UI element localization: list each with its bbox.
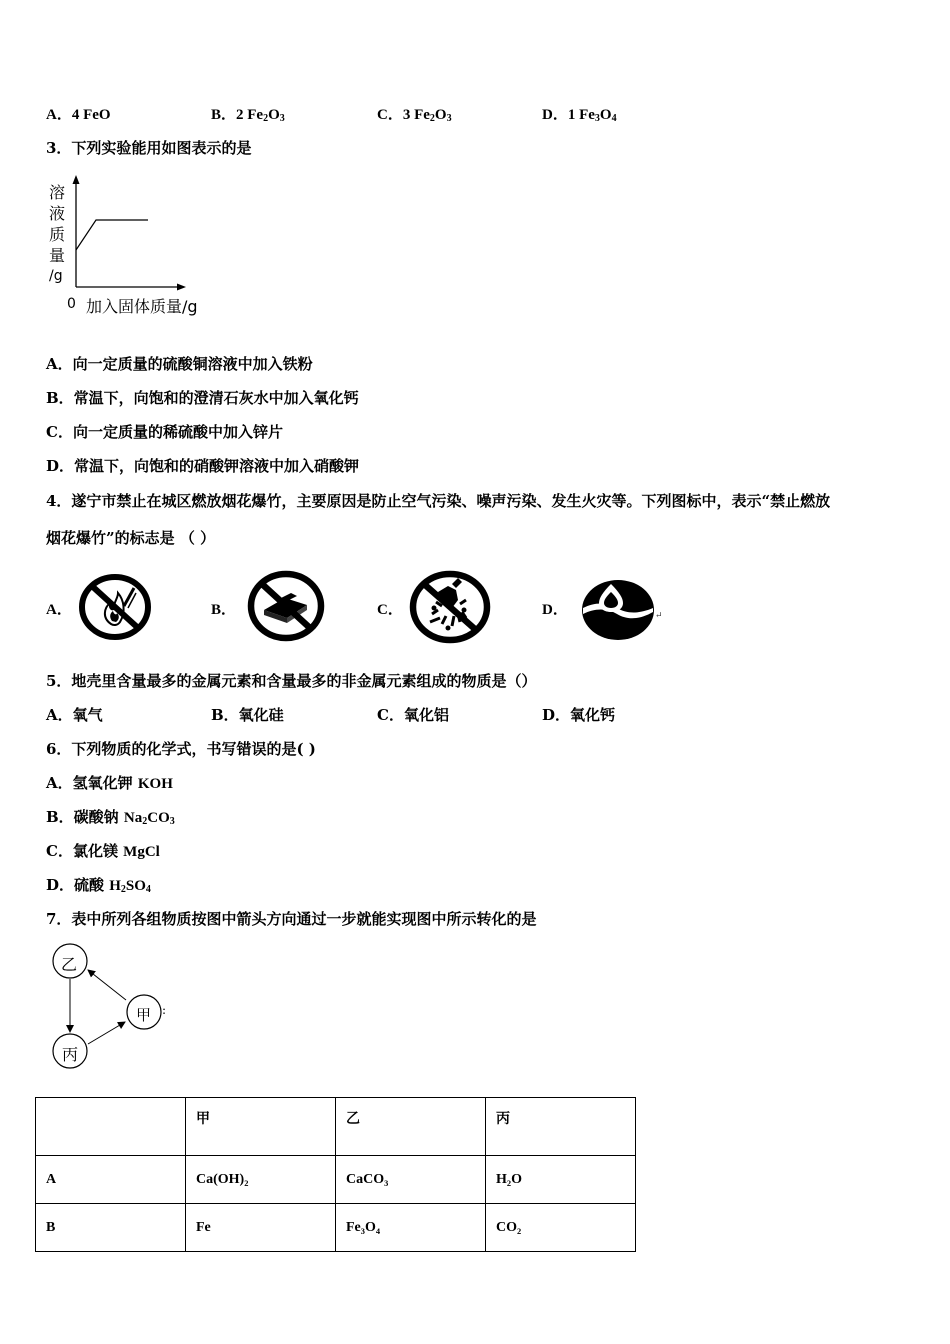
y-axis-label <box>49 182 65 287</box>
table-cell: Fe₃O₄ <box>336 1204 486 1252</box>
q5-option-c[interactable]: C．氧化铝 <box>377 706 449 724</box>
q7-table <box>35 1097 636 1252</box>
q2-option-b[interactable]: B．2 $Fe_2O_3$ <box>211 107 285 124</box>
table-cell: Fe <box>186 1204 336 1252</box>
q5-option-a[interactable]: A．氧气 <box>46 706 103 724</box>
q4-option-b-label[interactable]: B． <box>211 602 237 618</box>
y-label-char: 液 <box>49 204 66 223</box>
q3-graph <box>44 172 214 322</box>
q5-option-d[interactable]: D．氧化钙 <box>542 706 616 724</box>
no-fire-match-icon[interactable] <box>78 574 152 644</box>
table-header-cell: 丙 <box>486 1098 636 1156</box>
q2-option-a[interactable]: A．4 FeO <box>46 107 111 123</box>
q7-diagram <box>46 940 176 1075</box>
q4-option-a-label[interactable]: A． <box>46 602 72 618</box>
y-label-char: 溶 <box>49 183 66 202</box>
q3-option-d[interactable]: D．常温下，向饱和的硝酸钾溶液中加入硝酸钾 <box>46 457 360 475</box>
table-row[interactable] <box>36 1204 636 1252</box>
arrow-jia-to-yi <box>88 970 126 1000</box>
q6-stem: 6．下列物质的化学式，书写错误的是( ) <box>46 740 316 758</box>
table-header-cell: 甲 <box>186 1098 336 1156</box>
table-cell: CaCO₃ <box>336 1156 486 1204</box>
table-header-row <box>36 1098 636 1156</box>
q6-option-a[interactable]: A．氢氧化钾 KOH <box>46 774 173 792</box>
graph-origin: 0 <box>67 296 76 312</box>
x-axis-arrow-icon <box>177 284 186 291</box>
q4-stem-line1: 4．遂宁市禁止在城区燃放烟花爆竹，主要原因是防止空气污染、噪声污染、发生火灾等。下列图标中，表示“禁止燃放 <box>46 492 831 510</box>
arrow-bing-to-jia <box>88 1022 125 1044</box>
q6-option-b[interactable]: B．碳酸钠 $Na_2CO_3$ <box>46 808 175 827</box>
colon-mark: : <box>162 1003 167 1017</box>
q3-option-b[interactable]: B．常温下，向饱和的澄清石灰水中加入氧化钙 <box>46 389 359 407</box>
q2-option-c[interactable]: C．3 $Fe_2O_3$ <box>377 107 452 124</box>
y-label-char: 质 <box>49 225 66 244</box>
node-bing-label: 丙 <box>62 1045 79 1064</box>
x-axis-label: 加入固体质量/g <box>86 297 198 316</box>
y-label-char: 量 <box>49 246 66 265</box>
table-cell: H₂O <box>486 1156 636 1204</box>
table-header-cell <box>36 1098 186 1156</box>
table-header-cell: 乙 <box>336 1098 486 1156</box>
q5-option-b[interactable]: B．氧化硅 <box>211 706 284 724</box>
q6-option-c[interactable]: C．氯化镁 MgCl <box>46 842 160 860</box>
q5-stem: 5．地壳里含量最多的金属元素和含量最多的非金属元素组成的物质是（） <box>46 672 537 690</box>
water-drop-icon[interactable] <box>581 578 657 646</box>
table-row[interactable] <box>36 1156 636 1204</box>
node-yi-label: 乙 <box>61 955 78 974</box>
table-cell: A <box>36 1156 186 1204</box>
no-smoking-icon[interactable] <box>247 570 325 646</box>
q3-option-a[interactable]: A．向一定质量的硫酸铜溶液中加入铁粉 <box>46 355 313 373</box>
y-axis-arrow-icon <box>73 175 80 184</box>
q4-option-d-label[interactable]: D． <box>542 602 568 618</box>
node-jia-label: 甲 <box>136 1006 152 1024</box>
no-fireworks-icon[interactable] <box>408 570 492 648</box>
q7-stem: 7．表中所列各组物质按图中箭头方向通过一步就能实现图中所示转化的是 <box>46 910 537 928</box>
q3-stem: 3．下列实验能用如图表示的是 <box>46 139 252 157</box>
table-cell: Ca(OH)₂ <box>186 1156 336 1204</box>
q6-option-d[interactable]: D．硫酸 $H_2SO_4$ <box>46 876 151 895</box>
table-cell: B <box>36 1204 186 1252</box>
y-label-char: /g <box>49 268 63 284</box>
q2-option-d[interactable]: D．1 $Fe_3O_4$ <box>542 107 617 124</box>
q3-option-c[interactable]: C．向一定质量的稀硫酸中加入锌片 <box>46 423 283 441</box>
q4-stem-line2: 烟花爆竹”的标志是 （ ） <box>46 529 216 547</box>
graph-curve <box>76 220 148 250</box>
table-cell: CO₂ <box>486 1204 636 1252</box>
paragraph-mark-icon: ↵ <box>655 611 663 621</box>
q4-option-c-label[interactable]: C． <box>377 602 403 618</box>
